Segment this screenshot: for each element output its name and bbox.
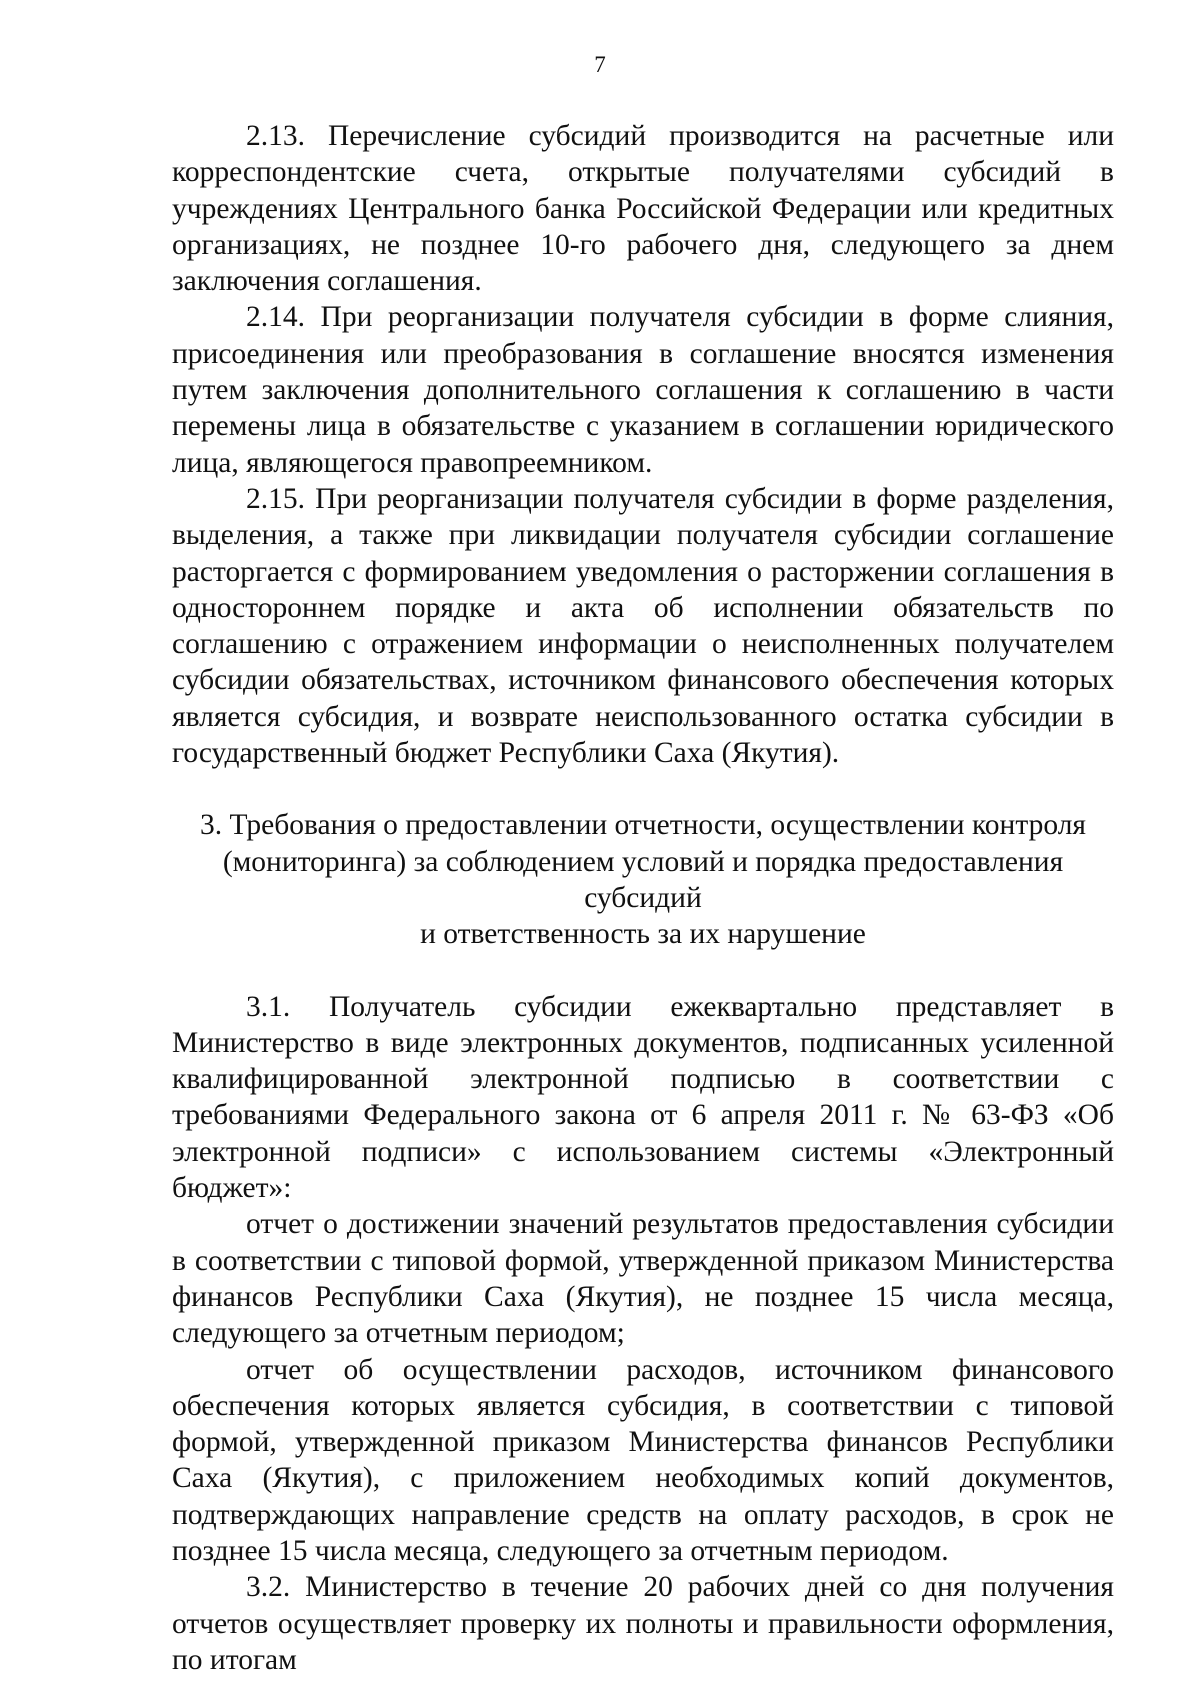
paragraph-2-15: 2.15. При реорганизации получателя субсидии в форме разделения, выделения, а также при ликвидации получателя субсидии соглашение расторгается с формированием уведомления о расторжении соглашения в одностороннем порядке и акта об исполнении обязательств по соглашению с отражением информации о неисполненных получателем субсидии обязательствах, источником финансового обеспечения которых является субсидия, и возврате неиспользованного остатка субсидии в государственный бюджет Республики Саха (Якутия).	[172, 482, 1114, 770]
page-number: 7	[594, 52, 606, 77]
paragraph-report-results: отчет о достижении значений результатов предоставления субсидии в соответствии с типовой формой, утвержденной приказом Министерства финансов Республики Саха (Якутия), не позднее 15 числа месяца, следующего за отчетным периодом;	[172, 1208, 1114, 1350]
section-heading-line: 3. Требования о предоставлении отчетности, осуществлении контроля	[200, 809, 1086, 842]
section-heading-line: и ответственность за их нарушение	[420, 918, 866, 951]
paragraph-3-1: 3.1. Получатель субсидии ежеквартально представляет в Министерство в виде электронных документов, подписанных усиленной квалифицированной электронной подписью в соответствии с требованиями Федерального закона от 6 апреля 2011 г. № 63-ФЗ «Об электронной подписи» с использованием системы «Электронный бюджет»:	[172, 990, 1114, 1205]
section-3-heading	[172, 807, 1114, 952]
document-body	[172, 118, 1114, 1678]
paragraph-2-14: 2.14. При реорганизации получателя субсидии в форме слияния, присоединения или преобразования в соглашение вносятся изменения путем заключения дополнительного соглашения к соглашению в части перемены лица в обязательстве с указанием в соглашении юридического лица, являющегося правопреемником.	[172, 301, 1114, 479]
paragraph-2-13: 2.13. Перечисление субсидий производится на расчетные или корреспондентские счета, открытые получателями субсидий в учреждениях Центрального банка Российской Федерации или кредитных организациях, не позднее 10-го рабочего дня, следующего за днем заключения соглашения.	[172, 120, 1114, 298]
paragraph-3-2: 3.2. Министерство в течение 20 рабочих дней со дня получения отчетов осуществляет проверку их полноты и правильности оформления, по итогам	[172, 1571, 1114, 1676]
section-heading-line: (мониторинга) за соблюдением условий и порядка предоставления субсидий	[222, 845, 1064, 914]
paragraph-report-expenses: отчет об осуществлении расходов, источником финансового обеспечения которых является субсидия, в соответствии с типовой формой, утвержденной приказом Министерства финансов Республики Саха (Якутия), с приложением необходимых копий документов, подтверждающих направление средств на оплату расходов, в срок не позднее 15 числа месяца, следующего за отчетным периодом.	[172, 1353, 1114, 1567]
